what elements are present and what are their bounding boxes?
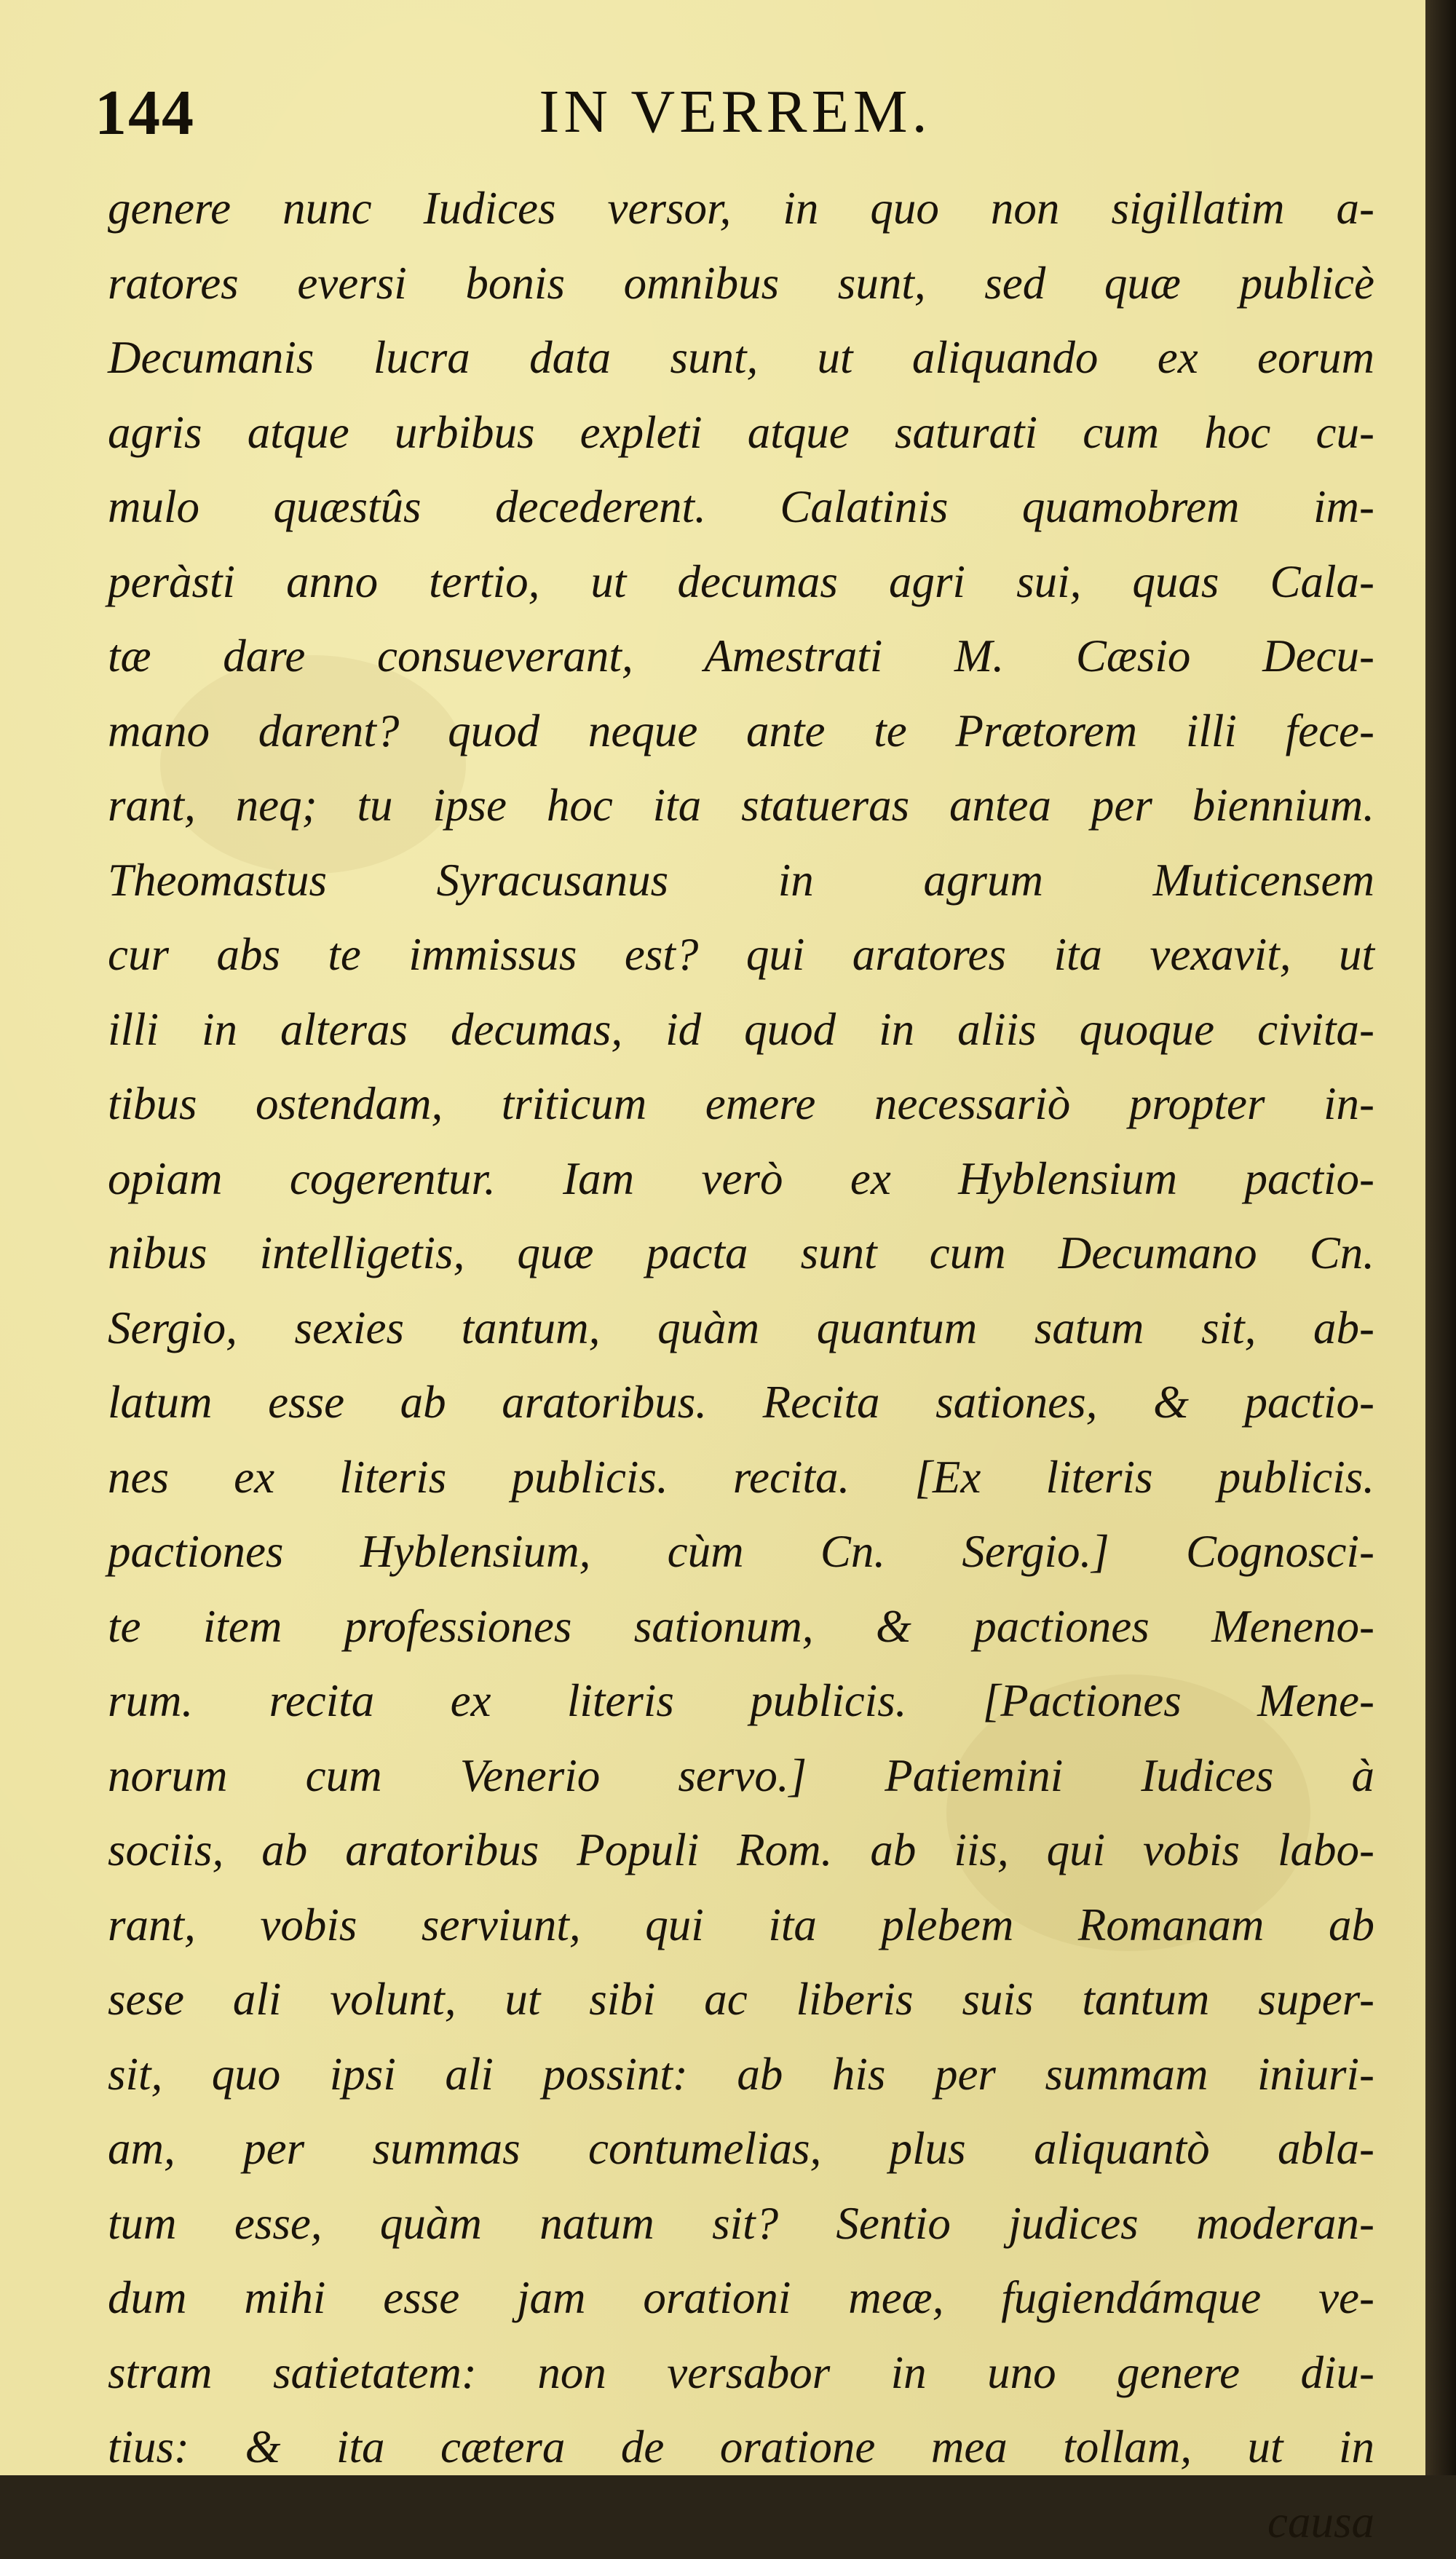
text-line: nibus intelligetis, quæ pacta sunt cum Decumano Cn. [108, 1216, 1374, 1291]
text-line: sese ali volunt, ut sibi ac liberis suis tantum super- [108, 1962, 1374, 2037]
text-line: stram satietatem: non versabor in uno genere diu- [108, 2335, 1374, 2410]
text-line: ratores eversi bonis omnibus sunt, sed quæ publicè [108, 246, 1374, 321]
text-line: peràsti anno tertio, ut decumas agri sui, quas Cala- [108, 545, 1374, 620]
text-line: opiam cogerentur. Iam verò ex Hyblensium pactio- [108, 1142, 1374, 1217]
text-line: sit, quo ipsi ali possint: ab his per summam iniuri- [108, 2037, 1374, 2112]
text-line: am, per summas contumelias, plus aliquantò abla- [108, 2111, 1374, 2186]
text-line: dum mihi esse jam orationi meæ, fugiendámque ve- [108, 2261, 1374, 2335]
text-line: mulo quæstûs decederent. Calatinis quamobrem im- [108, 470, 1374, 545]
text-line: tæ dare consueverant, Amestrati M. Cæsio Decu- [108, 619, 1374, 694]
page-number: 144 [95, 76, 195, 150]
text-line: pactiones Hyblensium, cùm Cn. Sergio.] Cognosci- [108, 1514, 1374, 1589]
text-line: tius: & ita cætera de oratione mea tollam, ut in [108, 2410, 1374, 2485]
text-line: agris atque urbibus expleti atque saturati cum hoc cu- [108, 395, 1374, 470]
text-line: tum esse, quàm natum sit? Sentio judices moderan- [108, 2186, 1374, 2261]
catchword: causa [108, 2485, 1374, 2559]
text-line: nes ex literis publicis. recita. [Ex literis publicis. [108, 1440, 1374, 1515]
text-line: Sergio, sexies tantum, quàm quantum satum sit, ab- [108, 1291, 1374, 1366]
text-line: mano darent? quod neque ante te Prætorem illi fece- [108, 694, 1374, 769]
text-line: rant, vobis serviunt, qui ita plebem Romanam ab [108, 1888, 1374, 1963]
text-line: norum cum Venerio servo.] Patiemini Iudices à [108, 1739, 1374, 1814]
text-line: sociis, ab aratoribus Populi Rom. ab iis, qui vobis labo- [108, 1813, 1374, 1888]
text-line: rum. recita ex literis publicis. [Pactiones Mene- [108, 1664, 1374, 1739]
text-line: tibus ostendam, triticum emere necessariò propter in- [108, 1067, 1374, 1142]
text-line: latum esse ab aratoribus. Recita sationes, & pactio- [108, 1365, 1374, 1440]
text-line: te item professiones sationum, & pactiones Meneno- [108, 1589, 1374, 1664]
text-line: Decumanis lucra data sunt, ut aliquando ex eorum [108, 320, 1374, 395]
text-line: Theomastus Syracusanus in agrum Muticensem [108, 843, 1374, 918]
page-header [95, 76, 1376, 157]
text-line: rant, neq; tu ipse hoc ita statueras antea per biennium. [108, 768, 1374, 843]
text-line: illi in alteras decumas, id quod in aliis quoque civita- [108, 992, 1374, 1067]
body-text [108, 171, 1374, 2559]
text-line: cur abs te immissus est? qui aratores ita vexavit, ut [108, 917, 1374, 992]
text-line: genere nunc Iudices versor, in quo non sigillatim a- [108, 171, 1374, 246]
book-edge [1425, 0, 1456, 2475]
running-head: IN VERREM. [95, 76, 1376, 147]
